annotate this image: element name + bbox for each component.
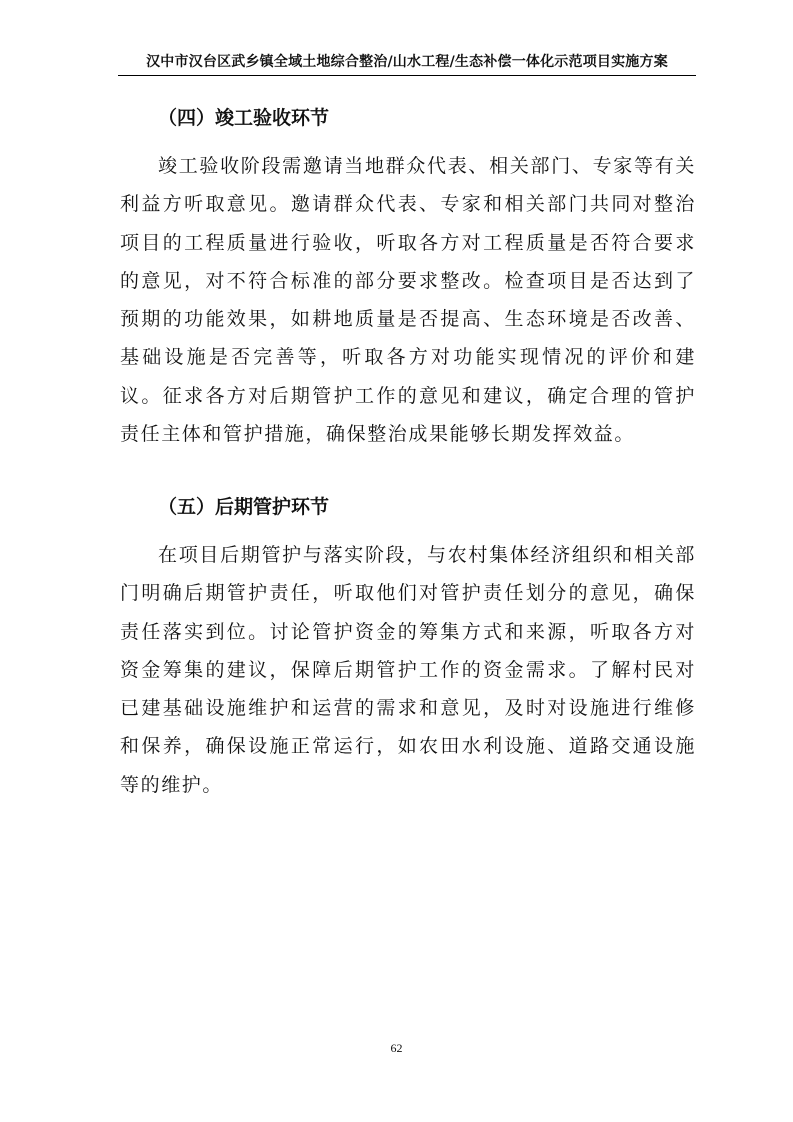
page-number: 62 bbox=[390, 1041, 403, 1055]
header-divider bbox=[118, 75, 696, 76]
running-header: 汉中市汉台区武乡镇全域土地综合整治/山水工程/生态补偿一体化示范项目实施方案 bbox=[146, 54, 668, 70]
section-paragraph-later-maintenance: 在项目后期管护与落实阶段，与农村集体经济组织和相关部门明确后期管护责任，听取他们对管护责任划分的意见，确保责任落实到位。讨论管护资金的筹集方式和来源，听取各方对资金筹集的建议，保障后期管护工作的资金需求。了解村民对已建基础设施维护和运营的需求和意见，及时对设施进行维修和保养，确保设施正常运行，如农田水利设施、道路交通设施等的维护。 bbox=[120, 544, 696, 796]
section-heading-later-maintenance: （五）后期管护环节 bbox=[158, 496, 330, 518]
section-paragraph-completion-acceptance: 竣工验收阶段需邀请当地群众代表、相关部门、专家等有关利益方听取意见。邀请群众代表、专家和相关部门共同对整治项目的工程质量进行验收，听取各方对工程质量是否符合要求的意见，对不符合标准的部分要求整改。检查项目是否达到了预期的功能效果，如耕地质量是否提高、生态环境是否改善、基础设施是否完善等，听取各方对功能实现情况的评价和建议。征求各方对后期管护工作的意见和建议，确定合理的管护责任主体和管护措施，确保整治成果能够长期发挥效益。 bbox=[120, 155, 696, 446]
section-heading-completion-acceptance: （四）竣工验收环节 bbox=[158, 107, 330, 129]
